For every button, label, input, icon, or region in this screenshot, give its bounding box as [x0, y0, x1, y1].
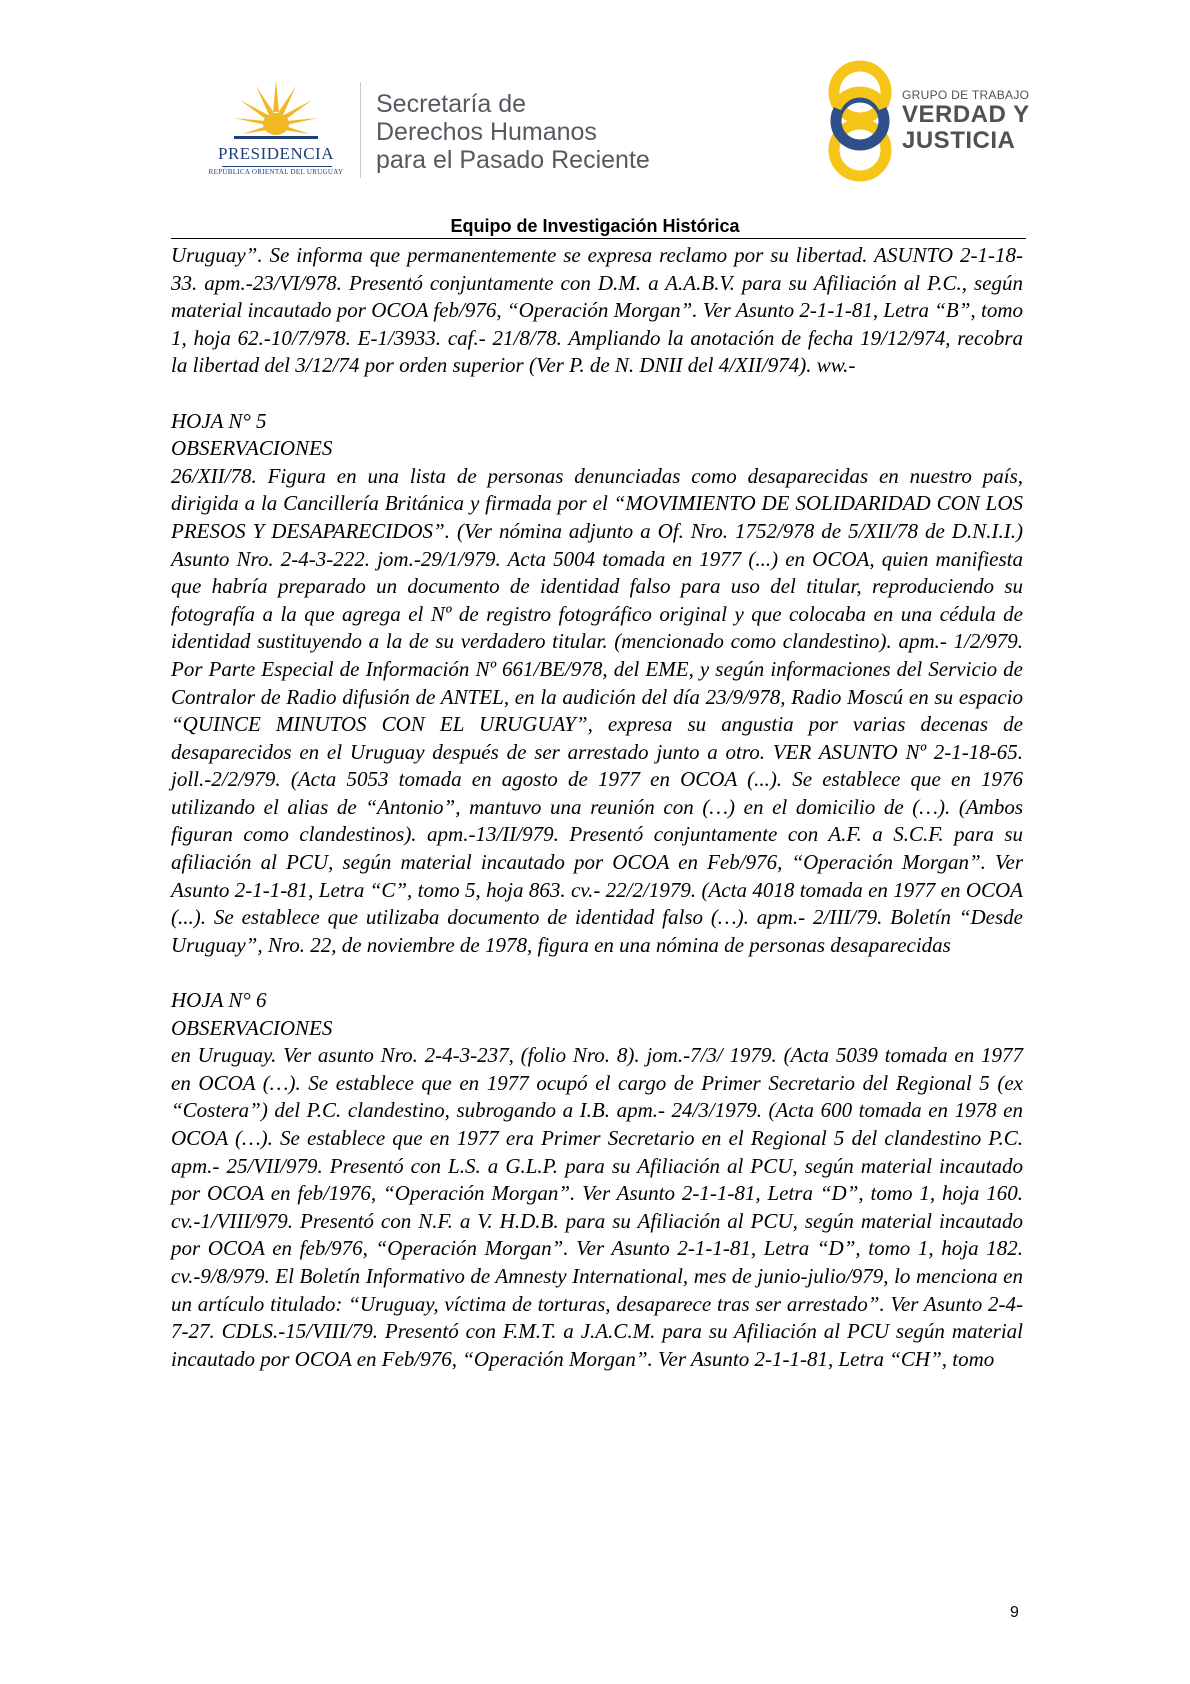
header-divider	[360, 82, 361, 178]
header-rule	[171, 238, 1026, 239]
document-body	[171, 242, 1023, 1373]
presidencia-divider	[222, 166, 332, 167]
verdad-justicia-logo-text	[902, 88, 1030, 154]
page-number: 9	[1010, 1604, 1019, 1621]
secretaria-logo-text	[376, 90, 650, 174]
hoja-heading: HOJA N° 5	[171, 408, 267, 433]
secretaria-line-3: para el Pasado Reciente	[376, 146, 650, 174]
team-title: Equipo de Investigación Histórica	[450, 216, 740, 236]
grupo-line-3: JUSTICIA	[902, 127, 1016, 154]
spacer	[171, 959, 1023, 987]
verdad-justicia-rings-icon	[816, 58, 906, 184]
grupo-line-2: VERDAD Y	[902, 101, 1030, 128]
secretaria-line-2: Derechos Humanos	[376, 118, 597, 146]
grupo-line-1: GRUPO DE TRABAJO	[902, 88, 1030, 102]
observaciones-heading: OBSERVACIONES	[171, 436, 333, 461]
observaciones-paragraph: 26/XII/78. Figura en una lista de personas denunciadas como desaparecidas en nuestro país, dirigida a la Cancillería Británica y firmada por el “MOVIMIENTO DE SOLIDARIDAD CON LOS PRESOS Y DESAPARECIDOS”. (Ver nómina adjunto a Of. Nro. 1752/978 de 5/XII/78 de D.N.I.I.) Asunto Nro. 2-4-3-222. jom.-29/1/979. Acta 5004 tomada en 1977 (...) en OCOA, quien manifiesta que habría preparado un documento de identidad falso para uso del titular, reproduciendo su fotografía a la que agrega el Nº de registro fotográfico original y que colocaba en una cédula de identidad sustituyendo a la de su verdadero titular. (mencionado como clandestino). apm.- 1/2/979. Por Parte Especial de Información Nº 661/BE/978, del EME, y según informaciones del Servicio de Contralor de Radio difusión de ANTEL, en la audición del día 23/9/978, Radio Moscú en su espacio “QUINCE MINUTOS CON EL URUGUAY”, expresa su angustia por varias decenas de desaparecidos en el Uruguay después de ser arrestado junto a otro. VER ASUNTO Nº 2-1-18-65. joll.-2/2/979. (Acta 5053 tomada en agosto de 1977 en OCOA (...). Se establece que en 1976 utilizando el alias de “Antonio”, mantuvo una reunión con (…) en el domicilio de (…). (Ambos figuran como clandestinos). apm.-13/II/979. Presentó conjuntamente con A.F. a S.C.F. para su afiliación al PCU, según material incautado por OCOA en Feb/976, “Operación Morgan”. Ver Asunto 2-1-1-81, Letra “C”, tomo 5, hoja 863. cv.- 22/2/1979. (Acta 4018 tomada en 1977 en OCOA (...). Se establece que utilizaba documento de identidad falso (…). apm.- 2/III/79. Boletín “Desde Uruguay”, Nro. 22, de noviembre de 1978, figura en una nómina de personas desaparecidas	[171, 463, 1023, 957]
paragraph-continuation: Uruguay”. Se informa que permanentemente se expresa reclamo por su libertad. ASUNTO 2-1-18-33. apm.-23/VI/978. Presentó conjuntamente con D.M. a A.A.B.V. para su Afiliación al P.C., según material incautado por OCOA feb/976, “Operación Morgan”. Ver Asunto 2-1-1-81, Letra “B”, tomo 1, hoja 62.-10/7/978. E-1/3933. caf.- 21/8/78. Ampliando la anotación de fecha 19/12/974, recobra la libertad del 3/12/74 por orden superior (Ver P. de N. DNII del 4/XII/974). ww.-	[171, 243, 1023, 378]
presidencia-name: PRESIDENCIA	[217, 144, 334, 163]
secretaria-line-1: Secretaría de	[376, 90, 527, 118]
observaciones-paragraph: en Uruguay. Ver asunto Nro. 2-4-3-237, (folio Nro. 8). jom.-7/3/ 1979. (Acta 5039 tomada en 1977 en OCOA (…). Se establece que en 1977 ocupó el cargo de Primer Secretario del Regional 5 (ex “Costera”) del P.C. clandestino, subrogando a I.B. apm.- 24/3/1979. (Acta 600 tomada en 1978 en OCOA (…). Se establece que en 1977 era Primer Secretario en el Regional 5 del clandestino P.C. apm.- 25/VII/979. Presentó con L.S. a G.L.P. para su Afiliación al PCU, según material incautado por OCOA en feb/1976, “Operación Morgan”. Ver Asunto 2-1-1-81, Letra “D”, tomo 1, hoja 160. cv.-1/VIII/979. Presentó con N.F. a V. H.D.B. para su Afiliación al PCU, según material incautado por OCOA en feb/976, “Operación Morgan”. Ver Asunto 2-1-1-81, Letra “D”, tomo 1, hoja 182. cv.-9/8/979. El Boletín Informativo de Amnesty International, mes de junio-julio/979, lo menciona en un artículo titulado: “Uruguay, víctima de torturas, desaparece tras ser arrestado”. Ver Asunto 2-4-7-27. CDLS.-15/VIII/79. Presentó con F.M.T. a J.A.C.M. para su Afiliación al PCU según material incautado por OCOA en Feb/976, “Operación Morgan”. Ver Asunto 2-1-1-81, Letra “CH”, tomo	[171, 1043, 1023, 1371]
sun-icon	[234, 78, 318, 144]
presidencia-subtitle: REPÚBLICA ORIENTAL DEL URUGUAY	[208, 168, 344, 176]
hoja-heading: HOJA N° 6	[171, 988, 267, 1013]
presidencia-logo	[196, 78, 356, 178]
observaciones-heading: OBSERVACIONES	[171, 1015, 333, 1040]
spacer	[171, 380, 1023, 408]
